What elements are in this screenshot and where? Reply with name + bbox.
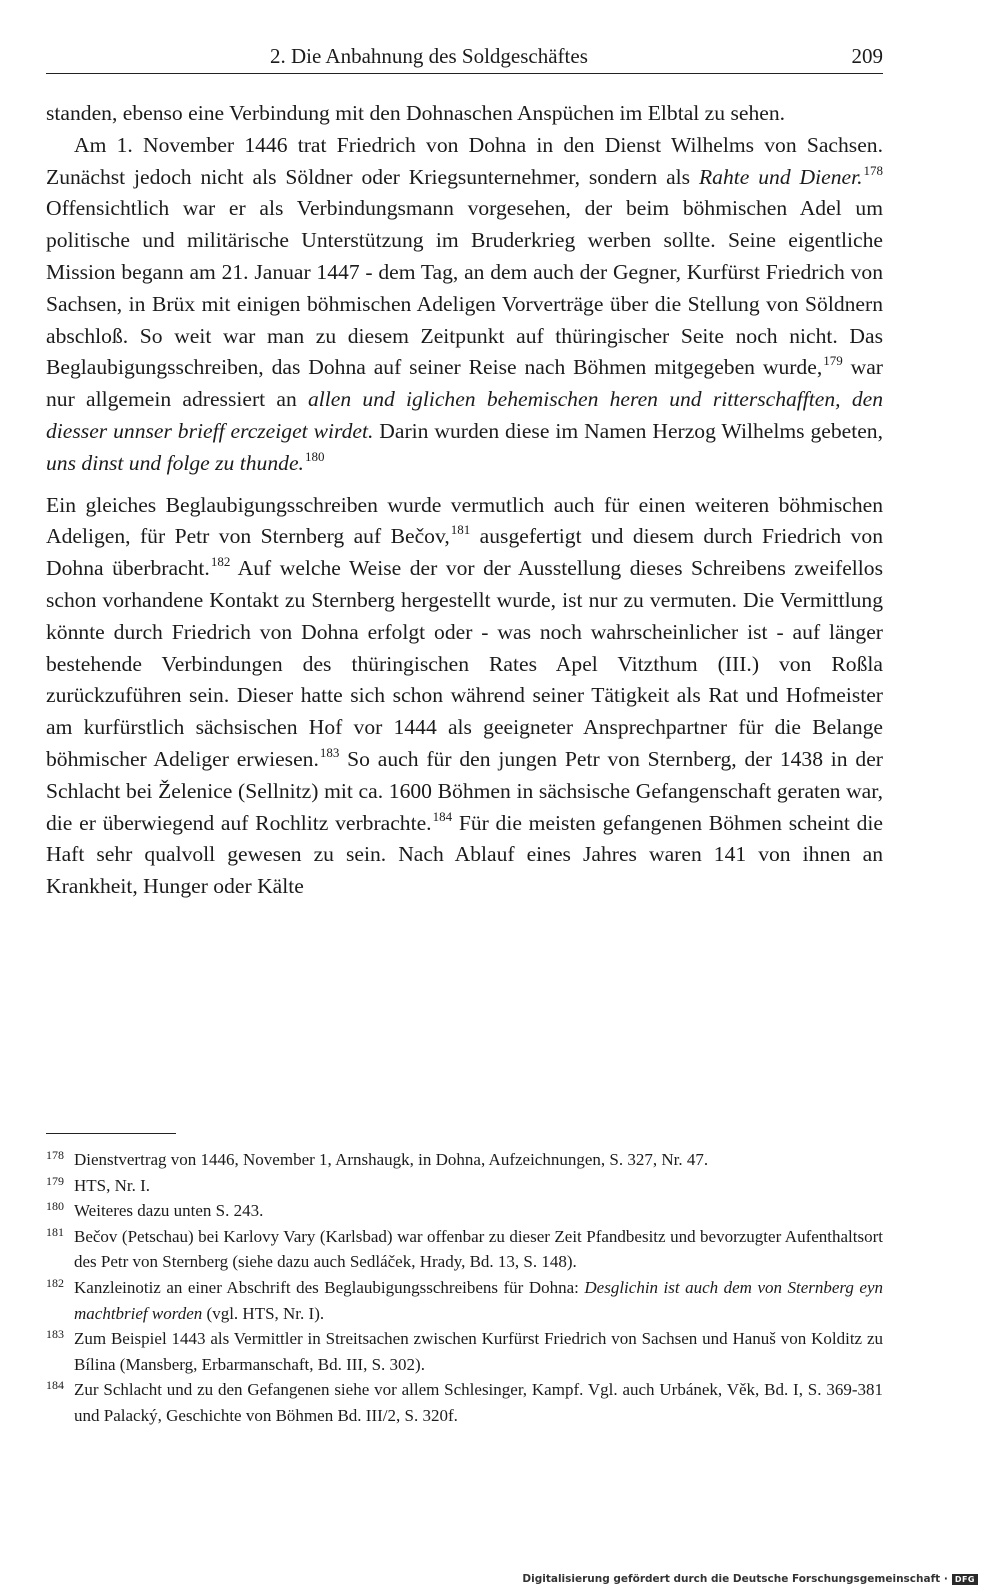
italic-quote: allen und iglichen behemischen heren und ritterschafften, den diesser unnser brieff erczeiget wirdet. xyxy=(46,387,883,443)
footnote-184: 184 Zur Schlacht und zu den Gefangenen siehe vor allem Schlesinger, Kampf. Vgl. auch Urbánek, Věk, Bd. I, S. 369-381 und Palacký, Geschichte von Böhmen Bd. III/2, S. 320f. xyxy=(46,1378,883,1425)
chapter-title: 2. Die Anbahnung des Soldgeschäftes xyxy=(270,44,588,68)
footnote-text: (vgl. HTS, Nr. I). xyxy=(202,1303,325,1323)
text-run: Am 1. November 1446 trat Friedrich von Dohna in den Dienst Wilhelms von Sachsen. Zunächst jedoch nicht als Söldner oder Kriegsunternehmer, sondern als xyxy=(46,132,883,189)
footnote-ref-181[interactable]: 181 xyxy=(450,522,471,538)
footnotes xyxy=(46,1147,883,1429)
text-run: ausgefertigt und diesem durch Friedrich von Dohna überbracht. xyxy=(46,524,883,581)
text-run: standen, ebenso eine Verbindung mit den Dohnaschen Anspüchen im Elbtal zu sehen. xyxy=(46,101,786,125)
footnote-separator xyxy=(46,1133,176,1134)
footnote-text: Zur Schlacht und zu den Gefangenen siehe vor allem Schlesinger, Kampf. Vgl. auch Urbánek, Věk, Bd. I, S. 369-381 und Palacký, Geschichte von Böhmen Bd. III/2, S. 320f. xyxy=(74,1380,883,1425)
footnote-italic: Desglichin ist auch dem von Sternberg eyn machtbrief worden xyxy=(74,1277,883,1323)
text-run: Darin wurden diese im Namen Herzog Wilhelms gebeten, xyxy=(373,418,883,443)
footnote-text: Kanzleinotiz an einer Abschrift des Beglaubigungsschreibens für Dohna: xyxy=(74,1277,585,1297)
text-run: Für die meisten gefangenen Böhmen scheint die Haft sehr qualvoll gewesen zu sein. Nach Ablauf eines Jahres waren 141 von ihnen an Krankheit, Hunger oder Kälte xyxy=(46,810,883,899)
footnote-ref-179[interactable]: 179 xyxy=(823,353,843,369)
paragraph-1 xyxy=(46,98,883,130)
footnote-ref-182[interactable]: 182 xyxy=(210,554,231,570)
footnote-180: 180 Weiteres dazu unten S. 243. xyxy=(46,1199,264,1221)
footnote-183: 183 Zum Beispiel 1443 als Vermittler in Streitsachen zwischen Kurfürst Friedrich von Sachsen und Hanuš von Kolditz zu Bílina (Mansberg, Erbarmanschaft, Bd. III, S. 302). xyxy=(46,1327,883,1374)
footnote-text: Bečov (Petschau) bei Karlovy Vary (Karlsbad) war offenbar zu dieser Zeit Pfandbesitz und bevorzugter Aufenthaltsort des Petr von Sternberg (siehe dazu auch Sedláček, Hrady, Bd. 13, S. 148). xyxy=(74,1226,883,1272)
credit-text: Digitalisierung gefördert durch die Deutsche Forschungsgemeinschaft · xyxy=(522,1573,948,1585)
footnote-179: 179 HTS, Nr. I. xyxy=(46,1173,151,1195)
paragraph-2 xyxy=(46,130,883,480)
text-run: So auch für den jungen Petr von Sternberg, der 1438 in der Schlacht bei Želenice (Sellnitz) mit ca. 1600 Böhmen in sächsische Gefangenschaft geraten war, die er überwiegend auf Rochlitz verbrachte. xyxy=(46,746,883,835)
footnote-text: Dienstvertrag von 1446, November 1, Arnshaugk, in Dohna, Aufzeichnungen, S. 327, Nr. 47. xyxy=(74,1150,709,1169)
footnote-182: 182 Kanzleinotiz an einer Abschrift des Beglaubigungsschreibens für Dohna: Desglichin ist auch dem von Sternberg eyn machtbrief worden (vgl. HTS, Nr. I). xyxy=(46,1275,883,1323)
footnote-178: 178 Dienstvertrag von 1446, November 1, Arnshaugk, in Dohna, Aufzeichnungen, S. 327, Nr. 47. xyxy=(46,1148,709,1169)
text-run: Ein gleiches Beglaubigungsschreiben wurde vermutlich auch für einen weiteren böhmischen Adeligen, für Petr von Sternberg auf Bečov, xyxy=(46,492,883,549)
italic-quote: uns dinst und folge zu thunde. xyxy=(46,450,304,475)
footnote-text: Weiteres dazu unten S. 243. xyxy=(74,1201,264,1221)
header-rule xyxy=(46,73,883,74)
footnote-ref-183[interactable]: 183 xyxy=(319,744,340,760)
italic-quote: Rahte und Diener. xyxy=(698,164,863,189)
digitization-credit xyxy=(522,1573,978,1585)
text-run: war nur allgemein adressiert an xyxy=(46,355,883,412)
footnote-ref-178[interactable]: 178 xyxy=(863,162,883,178)
page-number: 209 xyxy=(851,44,883,68)
footnote-181: 181 Bečov (Petschau) bei Karlovy Vary (Karlsbad) war offenbar zu dieser Zeit Pfandbesitz und bevorzugter Aufenthaltsort des Petr von Sternberg (siehe dazu auch Sedláček, Hrady, Bd. 13, S. 148). xyxy=(46,1224,883,1272)
footnote-text: HTS, Nr. I. xyxy=(74,1175,151,1195)
paragraph-3 xyxy=(46,490,883,903)
text-run: Offensichtlich war er als Verbindungsmann vorgesehen, der beim böhmischen Adel um politische und militärische Unterstützung im Bruderkrieg werben sollte. Seine eigentliche Mission begann am 21. Januar 1447 - dem Tag, an dem auch der Gegner, Kurfürst Friedrich von Sachsen, in Brüx mit einigen böhmischen Adeligen Vorverträge über die Stellung von Söldnern abschloß. So weit war man zu diesem Zeitpunkt auf thüringischer Seite noch nicht. Das Beglaubigungsschreiben, das Dohna auf seiner Reise nach Böhmen mitgegeben wurde, xyxy=(46,196,883,380)
main-text xyxy=(46,98,883,903)
text-run: Auf welche Weise der vor der Ausstellung dieses Schreibens zweifellos schon vorhandene Kontakt zu Sternberg hergestellt wurde, ist nur zu vermuten. Die Vermittlung könnte durch Friedrich von Dohna erfolgt oder - was noch wahrscheinlicher ist - auf länger bestehende Verbindungen des thüringischen Rates Apel Vitzthum (III.) von Roßla zurückzuführen sein. Dieser hatte sich schon während seiner Tätigkeit als Rat und Hofmeister am kurfürstlich sächsischen Hof vor 1444 als geeigneter Ansprechpartner für die Belange böhmischer Adeliger erwiesen. xyxy=(46,556,883,771)
footnote-ref-184[interactable]: 184 xyxy=(432,808,453,824)
dfg-logo: DFG xyxy=(952,1574,978,1585)
footnote-text: Zum Beispiel 1443 als Vermittler in Streitsachen zwischen Kurfürst Friedrich von Sachsen und Hanuš von Kolditz zu Bílina (Mansberg, Erbarmanschaft, Bd. III, S. 302). xyxy=(74,1329,883,1374)
footnote-ref-180[interactable]: 180 xyxy=(304,448,325,464)
